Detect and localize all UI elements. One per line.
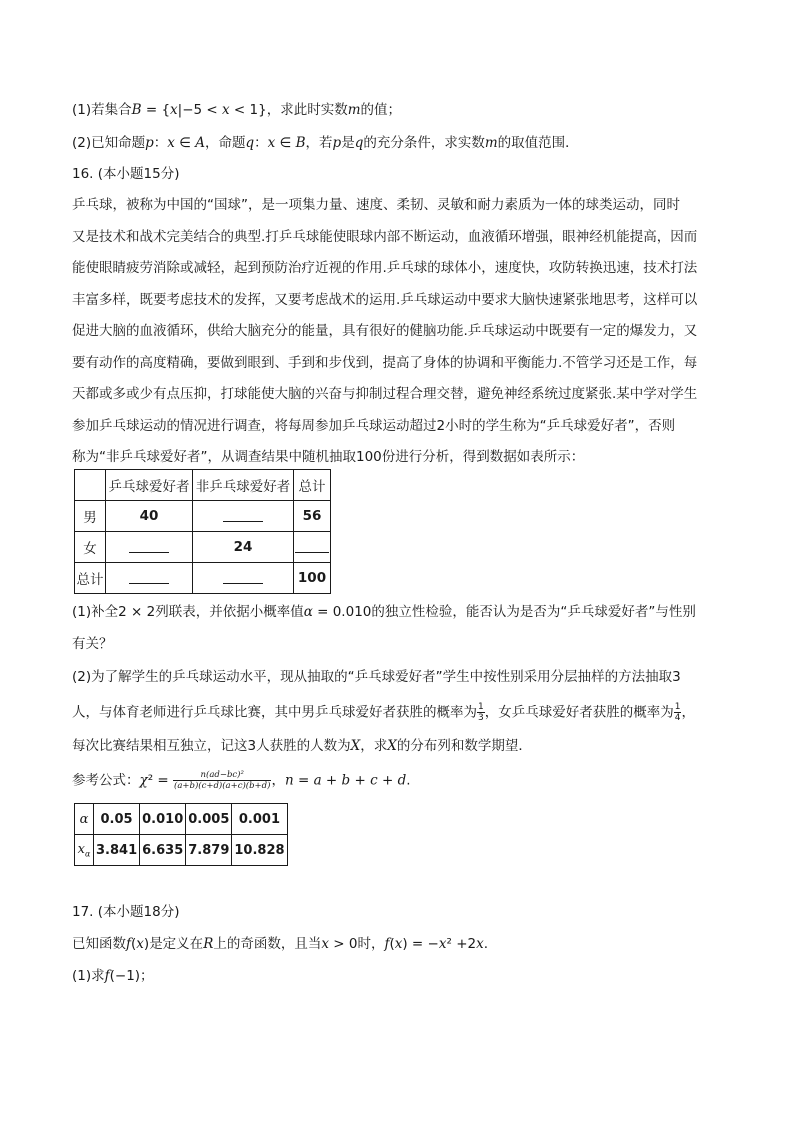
table-row: [75, 563, 331, 594]
table-cell-blank: [106, 532, 193, 563]
table-cell: 100: [294, 563, 331, 594]
q16-part1-line1: (1)补全2 × 2列联表，并依据小概率值α = 0.010的独立性检验，能否认为是否为“乒乓球爱好者”与性别: [72, 604, 696, 620]
table-cell: 0.001: [232, 804, 287, 835]
chi-square-fraction: $\frac{\text{n(ad−bc)²}}{(a+b)(c+d)(a+c)(b+d)}$: [174, 770, 271, 791]
table-header-cell: 乒乓球爱好者: [106, 470, 193, 501]
contingency-table: [74, 469, 331, 594]
table-cell: 女: [75, 532, 106, 563]
table-cell-blank: [106, 563, 193, 594]
q16-part2-line1: (2)为了解学生的乒乓球运动水平，现从抽取的“乒乓球爱好者”学生中按性别采用分层抽样的方法抽取3: [72, 669, 681, 685]
table-cell: 6.635: [140, 835, 186, 866]
q15-part1: (1)若集合B = {x|−5 < x < 1}，求此时实数m的值；: [72, 102, 402, 118]
table-cell: 40: [106, 501, 193, 532]
table-cell: 0.05: [94, 804, 140, 835]
table-cell: 10.828: [232, 835, 287, 866]
fraction-one-third: $\frac{1}{3}$: [478, 702, 484, 723]
table-cell-blank: [193, 501, 294, 532]
table-header-cell: [75, 470, 106, 501]
table-cell: 7.879: [186, 835, 232, 866]
table-header-cell: 总计: [294, 470, 331, 501]
table-cell-blank: [193, 563, 294, 594]
q15-part2: (2)已知命题p：x ∈ A，命题q：x ∈ B，若p是q的充分条件，求实数m的取值范围．: [72, 135, 579, 151]
critical-value-table: [74, 803, 288, 866]
alpha-symbol: α: [75, 804, 94, 835]
table-cell: 0.010: [140, 804, 186, 835]
table-row: [75, 804, 288, 835]
q17-header: 17. (本小题18分): [72, 904, 180, 920]
q16-paragraph: 乒乓球，被称为中国的“国球”，是一项集力量、速度、柔韧、灵敏和耐力素质为一体的球类运动，同时 又是技术和战术完美结合的典型.打乒乓球能使眼球内部不断运动，血液循环增强，眼神经机能提高，因而 能使眼睛疲劳消除或减轻，起到预防治疗近视的作用.乒乓球的球体小，速度快，攻防转换迅速，技术打法 丰富多样，既要考虑技术的发挥，又要考虑战术的运用.乒乓球运动中要求大脑快速紧张地思考，这样可以 促进大脑的血液循环，供给大脑充分的能量，具有很好的健脑功能.乒乓球运动中既要有一定的爆发力，又 要有动作的高度精确，要做到眼到、手到和步伐到，提高了身体的协调和平衡能力.不管学习还是工作，每 天都或多或少有点压抑，打球能使大脑的兴奋与抑制过程合理交替，避免神经系统过度紧张.某中学对学生 参加乒乓球运动的情况进行调查，将每周参加乒乓球运动超过2小时的学生称为“乒乓球爱好者”，否则 称为“非乒乓球爱好者”，从调查结果中随机抽取100份进行分析，得到数据如表所示：: [72, 197, 698, 465]
x-alpha-symbol: $x_\alpha$: [75, 835, 94, 866]
table-cell: 24: [193, 532, 294, 563]
table-row: [75, 835, 288, 866]
q16-header: 16. (本小题15分): [72, 166, 180, 182]
table-cell: 3.841: [94, 835, 140, 866]
table-row: [75, 532, 331, 563]
fraction-one-quarter: $\frac{1}{4}$: [674, 702, 681, 723]
table-cell: 总计: [75, 563, 106, 594]
table-cell-blank: [294, 532, 331, 563]
q16-part1-line2: 有关？: [72, 636, 113, 652]
q17-line1: 已知函数f(x)是定义在R上的奇函数，且当x > 0时，f(x) = −x² +2x.: [72, 936, 489, 952]
table-cell: 0.005: [186, 804, 232, 835]
q17-part1: (1)求f(−1)；: [72, 968, 154, 984]
table-header-row: [75, 470, 331, 501]
q16-formula: 参考公式：χ² = $\frac{\text{n(ad−bc)²}}{(a+b)(c+d)(a+c)(b+d)}$ ，n = a + b + c + d.: [72, 770, 411, 791]
table-row: [75, 501, 331, 532]
table-cell: 男: [75, 501, 106, 532]
table-cell: 56: [294, 501, 331, 532]
table-header-cell: 非乒乓球爱好者: [193, 470, 294, 501]
q16-part2-line2: 人，与体育老师进行乒乓球比赛，其中男乒乓球爱好者获胜的概率为 $\frac{1}{3}$ ，女乒乓球爱好者获胜的概率为 $\frac{1}{4}$ ，: [72, 702, 695, 723]
q16-part2-line3: 每次比赛结果相互独立，记这3人获胜的人数为X，求X的分布列和数学期望．: [72, 738, 532, 754]
